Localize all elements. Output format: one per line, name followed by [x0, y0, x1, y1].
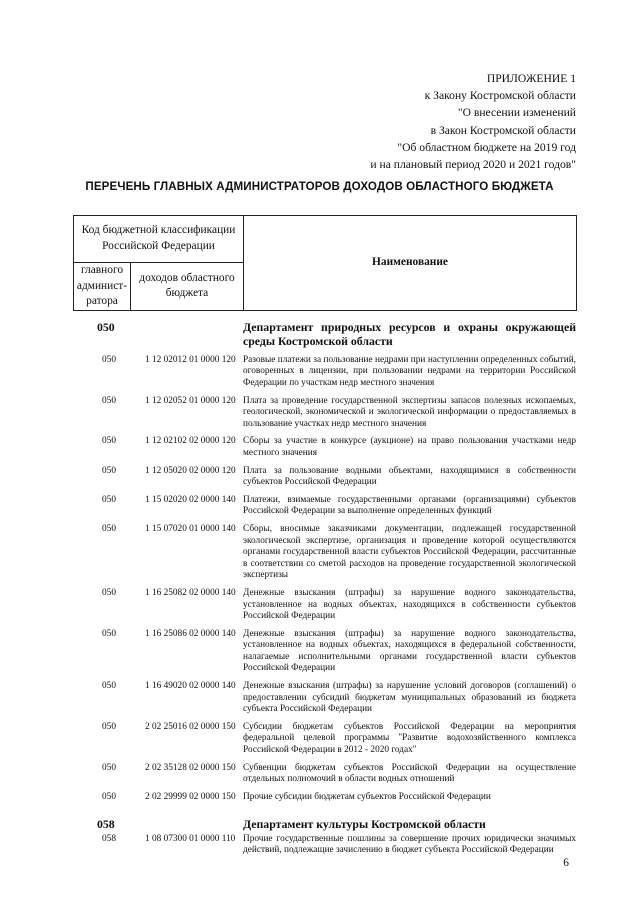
- admin-code: 050: [102, 465, 116, 476]
- table-row: [73, 396, 576, 431]
- table-row: [73, 524, 576, 582]
- income-code: 1 16 25082 02 0000 140: [145, 587, 236, 598]
- name-column-header: Наименование: [244, 216, 577, 311]
- income-name: Разовые платежи за пользование недрами при наступлении определенных событий, оговоренных в лицензии, при пользовании недрами на территории Российской Федерации по участкам недр местного значения: [243, 354, 576, 388]
- page-number: 6: [563, 857, 569, 869]
- income-name: Денежные взыскания (штрафы) за нарушение водного законодательства, установленное на водных объектах, находящихся в собственности субъектов Российской Федерации: [243, 587, 576, 622]
- group-admin-code: 058: [97, 817, 115, 832]
- admin-code: 050: [102, 628, 116, 639]
- table-row: [73, 629, 576, 675]
- appendix-line: "Об областном бюджете на 2019 год: [397, 140, 576, 154]
- table-row: [73, 792, 576, 804]
- income-code: 1 16 49020 02 0000 140: [145, 681, 236, 692]
- table-row: [73, 355, 576, 390]
- income-code: 1 12 02102 02 0000 120: [145, 436, 236, 447]
- admin-code: 050: [102, 494, 116, 505]
- table-header: [73, 215, 577, 311]
- income-code: 2 02 29999 02 0000 150: [145, 791, 236, 802]
- income-code: 1 12 05020 02 0000 120: [145, 465, 236, 476]
- appendix-line: "О внесении изменений: [457, 106, 576, 120]
- table-row: [73, 495, 576, 518]
- admin-code: 050: [102, 395, 116, 406]
- income-name: Сборы за участие в конкурсе (аукционе) на право пользования участками недр местного значения: [243, 436, 576, 458]
- group-name: Департамент культуры Костромской области: [243, 817, 486, 832]
- group-admin-code: 050: [97, 320, 115, 334]
- admin-code: 050: [102, 681, 116, 692]
- table-row: [73, 681, 576, 716]
- income-name: Плата за проведение государственной экспертизы запасов полезных ископаемых, геологической, экономической и экологической информации о предоставляемых в пользование участках недр местного значения: [243, 395, 576, 429]
- income-code: 1 16 25086 02 0000 140: [145, 628, 236, 639]
- table-row: [73, 722, 576, 757]
- admin-code: 050: [102, 791, 116, 802]
- document-title: ПЕРЕЧЕНЬ ГЛАВНЫХ АДМИНИСТРАТОРОВ ДОХОДОВ ОБЛАСТНОГО БЮДЖЕТА: [85, 180, 554, 193]
- group-row: [73, 320, 576, 349]
- income-name: Плата за пользование водными объектами, находящимися в собственности субъектов Российской Федерации: [243, 465, 576, 488]
- income-name: Сборы, вносимые заказчиками документации, подлежащей государственной экологической экспертизе, организация и проведение которой осуществляются органами государственной власти субъектов Российской Федерации, рассчитанные в соответствии со сметой расходов на проведение государственной экологической экспертизы: [243, 523, 576, 581]
- admin-code: 050: [102, 762, 116, 773]
- income-code: 1 15 02020 02 0000 140: [145, 494, 236, 505]
- income-code: 2 02 25016 02 0000 150: [145, 721, 236, 732]
- table-row: [73, 834, 576, 857]
- appendix-line: ПРИЛОЖЕНИЕ 1: [486, 72, 576, 85]
- admin-code: 050: [102, 436, 116, 447]
- income-code: 1 15 07020 01 0000 140: [145, 523, 236, 534]
- code-group-header: Код бюджетной классификации Российской Федерации: [74, 216, 244, 263]
- income-name: Платежи, взимаемые государственными органами (организациями) субъектов Российской Федерации за выполнение определенных функций: [243, 494, 576, 517]
- income-column-header: доходов областного бюджета: [131, 263, 244, 311]
- table-row: [73, 588, 576, 623]
- admin-code: 050: [102, 721, 116, 732]
- income-code: 1 12 02052 01 0000 120: [145, 395, 236, 406]
- income-name: Денежные взыскания (штрафы) за нарушение водного законодательства, установленное на водных объектах, находящихся в федеральной собственности, налагаемые исполнительными органами государственной власти субъектов Российской Федерации: [243, 628, 576, 674]
- admin-code: 050: [102, 523, 116, 534]
- appendix-line: в Закон Костромской области: [430, 123, 576, 137]
- appendix-header: [276, 70, 576, 173]
- income-code: 1 08 07300 01 0000 110: [145, 833, 236, 844]
- table-row: [73, 466, 576, 489]
- admin-code: 058: [102, 833, 116, 844]
- table-body: [73, 320, 576, 857]
- admin-code: 050: [102, 354, 116, 365]
- admin-column-header: главного админист-ратора: [74, 263, 131, 311]
- group-name: Департамент природных ресурсов и охраны окружающей среды Костромской области: [243, 320, 576, 349]
- admin-code: 050: [102, 587, 116, 598]
- income-name: Прочие субсидии бюджетам субъектов Российской Федерации: [243, 791, 491, 802]
- income-name: Субвенции бюджетам субъектов Российской Федерации на осуществление отдельных полномочий в области водных отношений: [243, 762, 576, 785]
- appendix-line: и на плановый период 2020 и 2021 годов": [370, 158, 576, 172]
- income-name: Денежные взыскания (штрафы) за нарушение условий договоров (соглашений) о предоставлении субсидий бюджетам муниципальных образований из бюджета субъекта Российской Федерации: [243, 681, 576, 715]
- appendix-line: к Закону Костромской области: [424, 89, 576, 103]
- income-code: 2 02 35128 02 0000 150: [145, 762, 236, 773]
- group-row: [73, 817, 576, 831]
- income-name: Прочие государственные пошлины за совершение прочих юридически значимых действий, подлежащие зачислению в бюджет субъекта Российской Федерации: [243, 833, 576, 856]
- income-name: Субсидии бюджетам субъектов Российской Федерации на мероприятия федеральной целевой программы "Развитие водохозяйственного комплекса Российской Федерации в 2012 - 2020 годах": [243, 721, 576, 756]
- table-row: [73, 763, 576, 786]
- table-row: [73, 436, 576, 459]
- income-code: 1 12 02012 01 0000 120: [145, 354, 236, 365]
